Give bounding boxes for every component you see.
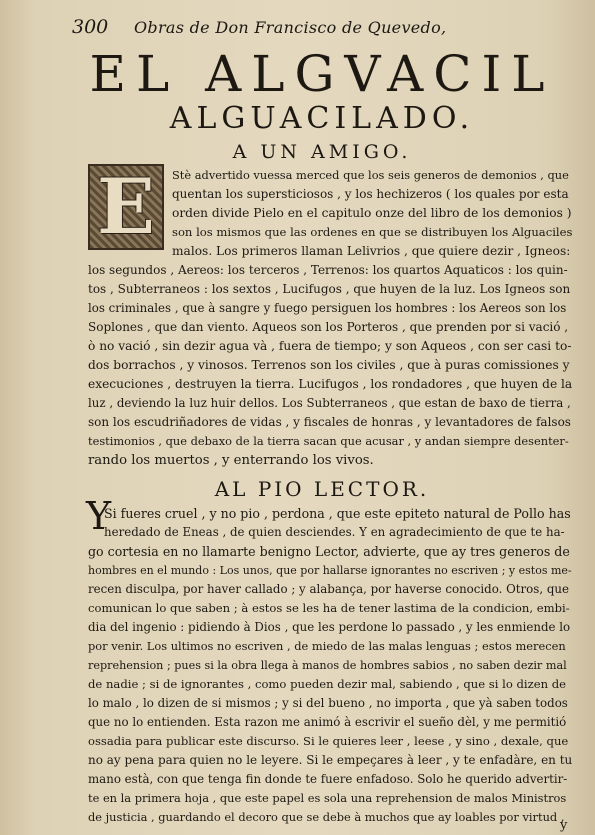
text-line: Stè advertido vuessa merced que los seis generos de demonios , que <box>172 168 569 182</box>
dedication-heading: A UN AMIGO. <box>232 141 412 163</box>
text-line: son los escudriñadores de vidas , y fiscales de honras , y levantadores de falsos <box>88 415 571 429</box>
text-line: ossadia para publicar este discurso. Si le quieres leer , leese , y sino , dexale, que <box>88 734 569 748</box>
text-line: recen disculpa, por haver callado ; y alabança, por haverse conocido. Otros, que <box>88 582 569 596</box>
initial-letter: E <box>97 162 155 251</box>
text-line: testimonios , que debaxo de la tierra sacan que acusar , y andan siempre desenter- <box>88 434 569 448</box>
decorated-initial <box>88 164 164 250</box>
page-number: 300 <box>72 16 109 38</box>
running-title: Obras de Don Francisco de Quevedo, <box>134 18 447 37</box>
text-line: Soplones , que dan viento. Aqueos son los Porteros , que prenden por si vació , <box>88 320 569 334</box>
text-line: no ay pena para quien no le leyere. Si le empeçares à leer , y te enfadàre, en tu <box>88 753 572 767</box>
text-line: tos , Subterraneos : los sextos , Lucifugos , que huyen de la luz. Los Igneos son <box>88 282 571 296</box>
text-line: hombres en el mundo : Los unos, que por hallarse ignorantes no escriven ; y estos me- <box>88 564 572 577</box>
text-line: los segundos , Aereos: los terceros , Terrenos: los quartos Aquaticos : los quin- <box>88 263 568 277</box>
text-line: malos. Los primeros llaman Lelivrios , que quiere dezir , Igneos: <box>172 244 571 258</box>
text-line: quentan los supersticiosos , y los hechizeros ( los quales por esta <box>172 187 569 201</box>
text-line: comunican lo que saben ; à estos se les ha de tener lastima de la condicion, embi- <box>88 601 570 615</box>
title-sub: ALGUACILADO. <box>169 101 475 136</box>
text-line: dia del ingenio : pidiendo à Dios , que les perdone lo passado , y les enmiende lo <box>88 620 571 634</box>
text-line: heredado de Eneas , de quien desciendes. Y en agradecimiento de que te ha- <box>104 525 565 539</box>
catchword: y <box>560 818 568 833</box>
text-line: execuciones , destruyen la tierra. Lucifugos , los rondadores , que huyen de la <box>88 377 572 391</box>
text-line: son los mismos que las ordenes en que se distribuyen los Alguaciles <box>172 225 572 239</box>
running-header <box>72 16 572 40</box>
text-line: luz , deviendo la luz huir dellos. Los Subterraneos , que estan de baxo de tierra , <box>88 396 571 410</box>
text-line: rando los muertos , y enterrando los vivos. <box>88 453 374 468</box>
text-line: mano està, con que tenga fin donde te fuere enfadoso. Solo he querido advertir- <box>88 772 568 786</box>
text-line: que no lo entienden. Esta razon me animó à escrivir el sueño dèl, y me permitió <box>88 715 567 729</box>
text-line: por venir. Los ultimos no escriven , de miedo de las malas lenguas ; estos merecen <box>88 639 566 653</box>
text-line: los criminales , que à sangre y fuego persiguen los hombres : los Aereos son los <box>88 301 567 315</box>
text-line: lo malo , lo dizen de si mismos ; y si del bueno , no importa , que yà saben todos <box>88 696 568 710</box>
text-line: orden divide Pielo en el capitulo onze del libro de los demonios ) <box>172 206 572 220</box>
text-line: reprehension ; pues si la obra llega à manos de hombres sabios , no saben dezir mal <box>88 659 567 672</box>
text-line: ò no vació , sin dezir agua và , fuera de tiempo; y son Aqueos , con ser casi to- <box>88 339 572 353</box>
text-line: Si fueres cruel , y no pio , perdona , que este epiteto natural de Pollo has <box>104 506 571 521</box>
text-line: te en la primera hoja , que este papel es sola una reprehension de malos Ministros <box>88 791 567 805</box>
text-line: de justicia , guardando el decoro que se debe à muchos que ay loables por virtud , <box>88 810 565 824</box>
section-heading: AL PIO LECTOR. <box>214 477 430 501</box>
title-main: EL ALGVACIL <box>89 45 555 103</box>
text-line: go cortesia en no llamarte benigno Lector, advierte, que ay tres generos de <box>88 544 570 559</box>
text-line: de nadie ; si de ignorantes , como pueden dezir mal, sabiendo , que si lo dizen de <box>88 677 567 691</box>
initial-letter-y: Y <box>86 494 112 538</box>
text-line: dos borrachos , y vinosos. Terrenos son los civiles , que à puras comissiones y <box>88 358 570 372</box>
